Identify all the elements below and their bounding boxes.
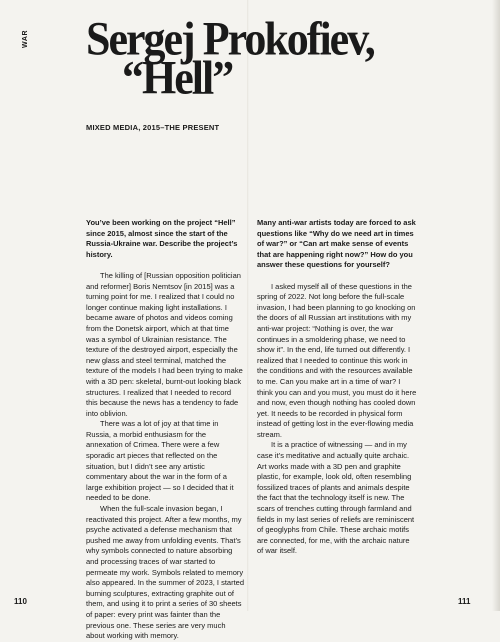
title-line-1: Sergej Prokofiev, (86, 12, 374, 66)
interview-question: You’ve been working on the project “Hell” since 2015, almost since the start of the Russia-Ukraine war. Describe the project’s history. (86, 218, 238, 259)
answer-paragraph: When the full-scale invasion began, I reactivated this project. After a few months, my psyche activated a defense mechanism that pushed me away from unfolding events. That’s why symbols connected to nature absorbing and processing traces of war started to permeate my work. Symbols related to memory also appeared. In the summer of 2023, I started burning sculptures, extracting graphite out of them, and using it to print a series of 30 sheets of paper: every print was fainter than the previous one. These series are very much about working with memory. (86, 504, 245, 641)
article-title (86, 12, 496, 105)
interview-question: Many anti-war artists today are forced to ask questions like “Why do we need art in times of war?” or “Can art make sense of events that are happening right now?” How do you answer these questions for yourself? (257, 218, 416, 270)
left-column (86, 218, 244, 642)
answer-paragraph: The killing of [Russian opposition politician and reformer] Boris Nemtsov [in 2015] was a turning point for me. I realized that I could no longer continue making light installations. I became aware of photos and videos coming from the Donetsk airport, which at that time was a symbol of Ukrainian resistance. The texture of the destroyed airport, especially the new glass and steel terminal, matched the texture of the models I had been trying to make with a 3D pen: skeletal, burnt-out looking black structures. I realized that I needed to record this because the news has a tendency to fade into oblivion. (86, 270, 243, 418)
section-label: WAR (22, 29, 29, 48)
article-subtitle: MIXED MEDIA, 2015–THE PRESENT (86, 123, 220, 132)
page-number-left: 110 (14, 597, 27, 606)
right-column (257, 218, 417, 557)
answer-paragraph: There was a lot of joy at that time in Russia, a morbid enthusiasm for the annexation of Crimea. There were a few sporadic art pieces that reflected on the situation, but I didn’t see any artistic commentary about the war in the form of a large exhibition project — so I decided that it needed to be done. (86, 419, 234, 503)
answer-paragraph: It is a practice of witnessing — and in my case it’s meditative and actually quite archaic. Art works made with a 3D pen and graphite plastic, for example, look old, often resembling fossilized traces of plants and animals despite the fact that the technology itself is new. The scars of trenches cutting through farmland and fields in my last series of reliefs are reminiscent of geoglyphs from Chile. These archaic motifs are connected, for me, with the archaic nature of war itself. (257, 440, 415, 556)
answer-paragraph: I asked myself all of these questions in the spring of 2022. Not long before the full-scale invasion, I had been planning to go knocking on the doors of all Russian art institutions with my anti-war project: “Nothing is over, the war continues in a smoldering phase, we need to show it”. In the end, life turned out differently. I realized that I needed to continue this work in the conditions and with the resources available to me. Can you make art in a time of war? I think you can and you must, you must do it here and now, even though nothing has cooled down yet. It needs to be recorded in physical form instead of getting lost in the ever-flowing media stream. (257, 281, 417, 439)
page-number-right: 111 (458, 597, 471, 606)
title-line-2: “Hell” (122, 51, 233, 105)
